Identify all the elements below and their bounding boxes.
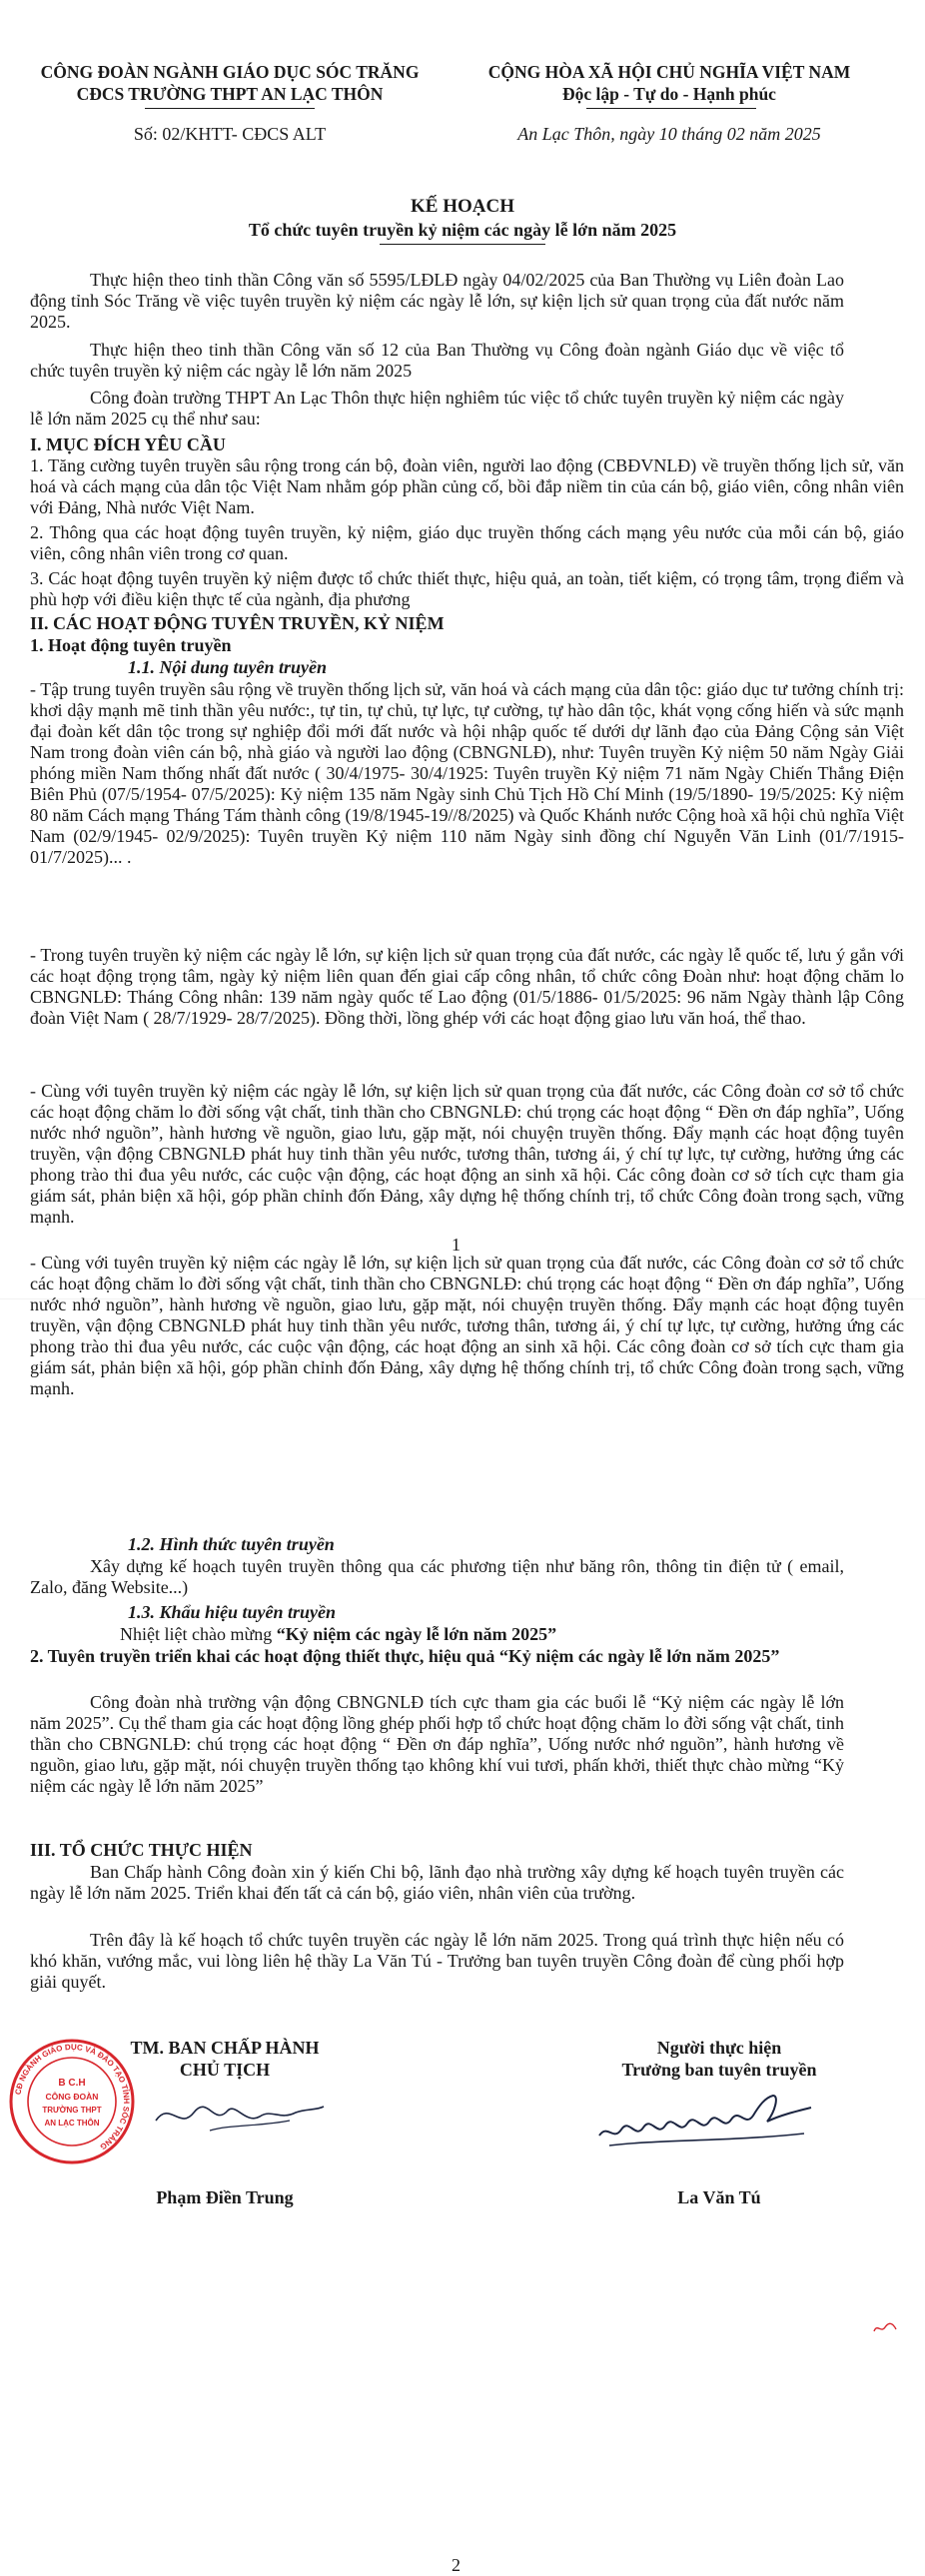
content-paragraph-3-continuation: - Cùng với tuyên truyền kỷ niệm các ngày lễ lớn, sự kiện lịch sử quan trọng của đất nước, các Công đoàn cơ sở tổ chức các hoạt động chăm lo đời sống vật chất, tinh thần cho CBNGNLĐ: chú trọng các hoạt động “ Đền ơn đáp nghĩa”, Uống nước nhớ nguồn”, hành hương về nguồn, giao lưu, gặp mặt, nói chuyện truyền thống. Đẩy mạnh các hoạt động tuyên truyền, vận động CBNGNLĐ phát huy tinh thần yêu nước, tương thân, tương ái, ý chí tự lực, tự cường, hưởng ứng các phong trào thi đua yêu nước, các cuộc vận động, các hoạt động an sinh xã hội. Các công đoàn cơ sở tích cực tham gia giám sát, phản biện xã hội, góp phần chỉnh đốn Đảng, xây dựng hệ thống chính trị, tổ chức Công đoàn trong sạch, vững mạnh. — [30, 1253, 904, 1398]
section-2-1-heading: 1. Hoạt động tuyên truyền — [30, 635, 232, 655]
slogan-prefix: Nhiệt liệt chào mừng — [120, 1624, 277, 1644]
red-mark-icon — [871, 2319, 899, 2337]
doc-number: Số: 02/KHTT- CĐCS ALT — [133, 124, 327, 144]
intro-paragraph-2: Thực hiện theo tinh thần Công văn số 12 của Ban Thường vụ Công đoàn ngành Giáo dục về việc tổ chức tuyên truyền kỷ niệm các ngày lễ lớn năm 2025 — [30, 340, 844, 381]
section-2-1-2-heading: 1.2. Hình thức tuyên truyền — [128, 1534, 335, 1554]
content-paragraph-3-continued — [30, 1253, 904, 1525]
nation-underline — [586, 108, 756, 109]
doc-subtitle: Tổ chức tuyên truyền kỷ niệm các ngày lễ lớn năm 2025 — [248, 220, 677, 240]
content-paragraph-2: - Trong tuyên truyền kỷ niệm các ngày lễ lớn, sự kiện lịch sử quan trọng của đất nước, các ngày lễ quốc tế, lưu ý gắn với các hoạt động trọng tâm, ngày kỷ niệm liên quan đến giai cấp công nhân, tổ chức công Đoàn như: hoạt động chăm lo CBNGNLĐ: Tháng Công nhân: 139 năm ngày quốc tế Lao động (01/5/1886- 01/5/2025: 96 năm Ngày thành lập Công đoàn Việt Nam ( 28/7/1929- 28/7/2025). Đồng thời, lồng ghép với các hoạt động giao lưu văn hoá, thể thao. — [30, 945, 904, 1028]
title-underline — [380, 244, 545, 245]
doc-title: KẾ HOẠCH — [411, 196, 514, 217]
section-1-item-1: 1. Tăng cường tuyên truyền sâu rộng trong cán bộ, đoàn viên, người lao động (CBĐVNLĐ) về truyền thống lịch sử, văn hoá và cách mạng của dân tộc Việt Nam nhằm góp phần củng cố, bồi đắp niềm tin của cán bộ, giáo viên, công nhân viên với Đảng, Nhà nước Việt Nam. — [30, 455, 904, 517]
left-signer-name: Phạm Điền Trung — [156, 2187, 294, 2207]
right-signer-title-2: Trưởng ban tuyên truyền — [621, 2060, 817, 2080]
section-2-1-3-text — [120, 1624, 899, 1645]
org-line-2: CĐCS TRƯỜNG THPT AN LẠC THÔN — [76, 84, 384, 104]
section-2-1-2-text: Xây dựng kế hoạch tuyên truyền thông qua các phương tiện như băng rôn, thông tin điện tử ( email, Zalo, đăng Website...) — [30, 1556, 844, 1597]
org-underline — [145, 108, 315, 109]
stamp-line-3: TRƯỜNG THPT — [42, 2106, 102, 2115]
content-paragraph-3-top — [30, 1081, 904, 1227]
stamp-line-1: B C.H — [58, 2078, 86, 2089]
intro-paragraph-1: Thực hiện theo tinh thần Công văn số 5595/LĐLĐ ngày 04/02/2025 của Ban Thường vụ Liên đoàn Lao động tỉnh Sóc Trăng về việc tuyên truyền kỷ niệm các ngày lễ lớn, sự kiện lịch sử quan trọng của đất nước năm 2025. — [30, 270, 844, 332]
section-3-paragraph-1: Ban Chấp hành Công đoàn xin ý kiến Chi bộ, lãnh đạo nhà trường xây dựng kế hoạch tuyên truyền các ngày lễ lớn năm 2025. Triển khai đến tất cả cán bộ, giáo viên, nhân viên của trường. — [30, 1862, 844, 1903]
section-1-item-3: 3. Các hoạt động tuyên truyền kỷ niệm được tổ chức thiết thực, hiệu quả, an toàn, tiết kiệm, có trọng tâm, trọng điểm và phù hợp với điều kiện thực tế của ngành, địa phương — [30, 568, 904, 609]
section-2-2-heading: 2. Tuyên truyền triển khai các hoạt động thiết thực, hiệu quả “Kỷ niệm các ngày lễ lớn năm 2025” — [30, 1646, 780, 1666]
section-3-paragraph-2: Trên đây là kế hoạch tổ chức tuyên truyền các ngày lễ lớn năm 2025. Trong quá trình thực hiện nếu có khó khăn, vướng mắc, vui lòng liên hệ thầy La Văn Tú - Trưởng ban tuyên truyền Công đoàn để cùng phối hợp giải quyết. — [30, 1930, 844, 1992]
right-signer-title-1: Người thực hiện — [656, 2038, 782, 2058]
place-date: An Lạc Thôn, ngày 10 tháng 02 năm 2025 — [517, 124, 821, 144]
stamp-line-2: CÔNG ĐOÀN — [45, 2092, 99, 2102]
right-signer-name: La Văn Tú — [677, 2187, 761, 2207]
nation-line-1: CỘNG HÒA XÃ HỘI CHỦ NGHĨA VIỆT NAM — [487, 62, 851, 82]
stamp-line-4: AN LẠC THÔN — [44, 2119, 100, 2128]
section-1-heading: I. MỤC ĐÍCH YÊU CẦU — [30, 434, 226, 454]
section-2-2-text: Công đoàn nhà trường vận động CBNGNLĐ tích cực tham gia các buổi lễ “Kỷ niệm các ngày lễ lớn năm 2025”. Cụ thể tham gia các hoạt động lồng ghép phối hợp tổ chức hoạt động chăm lo đời sống vật chất, tinh thần cho CBNGNLĐ: chú trọng các hoạt động “ Đền ơn đáp nghĩa”, Uống nước nhớ nguồn”, hành hương về nguồn, giao lưu, gặp mặt, nói chuyện truyền thống tạo không khí vui tươi, phấn khởi, thiết thực chào mừng “Kỷ niệm các ngày lễ lớn năm 2025” — [30, 1692, 844, 1796]
page-2 — [0, 1253, 925, 2575]
stamp-ring-text: CĐ NGÀNH GIÁO DỤC VÀ ĐÀO TẠO TỈNH SÓC TRĂNG — [13, 2042, 132, 2151]
content-paragraph-1: - Tập trung tuyên truyền sâu rộng về truyền thống lịch sử, văn hoá và cách mạng của dân tộc: giáo dục tư tưởng chính trị: khơi dậy mạnh mẽ tinh thần yêu nước:, tự tin, tự chủ, tự lực, tự cường, tự hào dân tộc, khát vọng cống hiến và sức mạnh đại đoàn kết dân tộc trong sự nghiệp đổi mới đất nước và hội nhập quốc tế dưới dự lãnh đạo của Đảng Cộng sản Việt Nam trong đoàn viên cán bộ, nhà giáo và người lao động (CBNGNLĐ), như: Tuyên truyền Kỷ niệm 50 năm Ngày Giải phóng miền Nam thống nhất đất nước ( 30/4/1975- 30/4/1925: Tuyên truyền Kỷ niệm 71 năm Ngày Chiến Thắng Điện Biên Phủ (07/5/1954- 07/5/2025): Kỷ niệm 135 năm Ngày sinh Chủ Tịch Hồ Chí Minh (19/5/1890- 19/5/2025: Kỷ niệm 80 năm Cách mạng Tháng Tám thành công (19/8/1945-19//8/2025) và Quốc Khánh nước Cộng hoà xã hội chủ nghĩa Việt Nam (02/9/1945- 02/9/2025): Tuyên truyền Kỷ niệm 110 năm Ngày sinh đồng chí Nguyễn Văn Linh (01/7/1915- 01/7/2025)... . — [30, 679, 904, 867]
section-2-1-3-heading: 1.3. Khẩu hiệu tuyên truyền — [128, 1602, 337, 1622]
intro-paragraph-3: Công đoàn trường THPT An Lạc Thôn thực hiện nghiêm túc việc tổ chức tuyên truyền kỷ niệm các ngày lễ lớn năm 2025 cụ thể như sau: — [30, 388, 844, 429]
left-signer-title-1: TM. BAN CHẤP HÀNH — [130, 2038, 320, 2058]
right-signature-image — [589, 2086, 819, 2155]
content-paragraph-3: - Cùng với tuyên truyền kỷ niệm các ngày lễ lớn, sự kiện lịch sử quan trọng của đất nước, các Công đoàn cơ sở tổ chức các hoạt động chăm lo đời sống vật chất, tinh thần cho CBNGNLĐ: chú trọng các hoạt động “ Đền ơn đáp nghĩa”, Uống nước nhớ nguồn”, hành hương về nguồn, giao lưu, gặp mặt, nói chuyện truyền thống. Đẩy mạnh các hoạt động tuyên truyền, vận động CBNGNLĐ phát huy tinh thần yêu nước, tương thân, tương ái, ý chí tự lực, tự cường, hưởng ứng các phong trào thi đua yêu nước, các cuộc vận động, các hoạt động an sinh xã hội. Các công đoàn cơ sở tích cực tham gia giám sát, phản biện xã hội, góp phần chỉnh đốn Đảng, xây dựng hệ thống chính trị, tổ chức Công đoàn trong sạch, vững mạnh. — [30, 1081, 904, 1227]
slogan: “Kỷ niệm các ngày lễ lớn năm 2025” — [276, 1624, 557, 1644]
org-line-1: CÔNG ĐOÀN NGÀNH GIÁO DỤC SÓC TRĂNG — [40, 62, 420, 82]
left-signature-image — [150, 2091, 330, 2141]
left-signer-title-2: CHỦ TỊCH — [179, 2060, 271, 2080]
section-3-heading: III. TỔ CHỨC THỰC HIỆN — [30, 1840, 253, 1860]
union-stamp — [8, 2038, 136, 2165]
nation-line-2: Độc lập - Tự do - Hạnh phúc — [562, 84, 776, 104]
page-number-1: 1 — [452, 1235, 461, 1255]
section-2-1-1-heading: 1.1. Nội dung tuyên truyền — [128, 657, 328, 677]
section-1-item-2: 2. Thông qua các hoạt động tuyên truyền, kỷ niệm, giáo dục truyền thống cách mạng yêu nước của mỗi cán bộ, giáo viên, công nhân viên trong cơ quan. — [30, 522, 904, 563]
section-2-heading: II. CÁC HOẠT ĐỘNG TUYÊN TRUYỀN, KỶ NIỆM — [30, 613, 445, 633]
page-number-2: 2 — [452, 2555, 461, 2575]
